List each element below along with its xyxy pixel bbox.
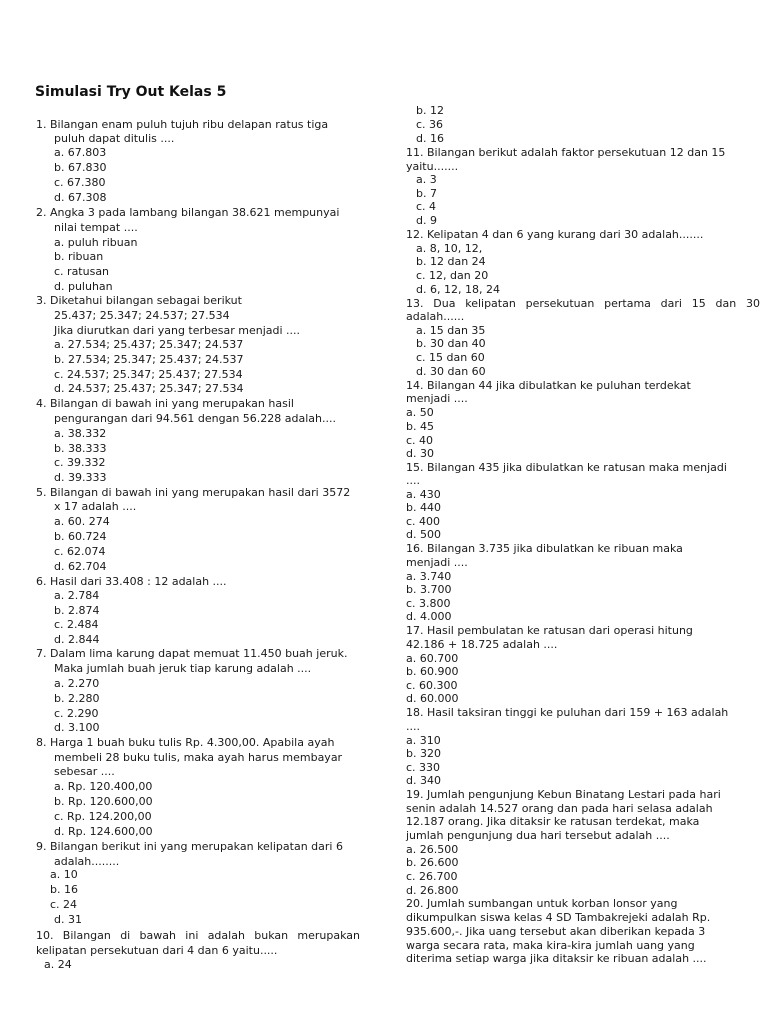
right-line: b. 7 [416, 187, 437, 200]
right-line: c. 12, dan 20 [416, 269, 489, 282]
left-line: nilai tempat .... [54, 221, 138, 234]
right-line: yaitu....... [406, 160, 459, 173]
right-line: b. 60.900 [406, 665, 459, 678]
right-line: c. 36 [416, 118, 444, 131]
left-line: d. puluhan [54, 280, 113, 293]
right-line: 15. Bilangan 435 jika dibulatkan ke ratusan maka menjadi [406, 461, 727, 474]
right-line: d. 9 [416, 214, 437, 227]
right-line: b. 3.700 [406, 583, 452, 596]
right-line: c. 15 dan 60 [416, 351, 485, 364]
left-line: d. 3.100 [54, 721, 100, 734]
right-line: warga secara rata, maka kira-kira jumlah uang yang [406, 939, 695, 952]
right-line: d. 16 [416, 132, 444, 145]
left-line: d. 2.844 [54, 633, 100, 646]
right-line: d. 500 [406, 528, 441, 541]
left-line: 10. Bilangan di bawah ini adalah bukan merupakan [36, 929, 360, 942]
left-line: c. 24.537; 25.347; 25.437; 27.534 [54, 368, 243, 381]
right-line: menjadi .... [406, 392, 468, 405]
right-line: 13. Dua kelipatan persekutuan pertama dari 15 dan 30 [406, 297, 760, 310]
right-line: 11. Bilangan berikut adalah faktor persekutuan 12 dan 15 [406, 146, 726, 159]
right-line: b. 12 dan 24 [416, 255, 486, 268]
right-line: d. 30 [406, 447, 434, 460]
left-line: 2. Angka 3 pada lambang bilangan 38.621 mempunyai [36, 206, 340, 219]
left-line: b. 2.280 [54, 692, 100, 705]
right-line: a. 8, 10, 12, [416, 242, 483, 255]
left-line: d. Rp. 124.600,00 [54, 825, 153, 838]
left-line: 7. Dalam lima karung dapat memuat 11.450 buah jeruk. [36, 647, 348, 660]
right-line: a. 60.700 [406, 652, 459, 665]
right-line: d. 60.000 [406, 692, 459, 705]
left-line: 3. Diketahui bilangan sebagai berikut [36, 294, 242, 307]
right-line: c. 3.800 [406, 597, 451, 610]
left-line: kelipatan persekutuan dari 4 dan 6 yaitu..... [36, 944, 278, 957]
right-line: d. 4.000 [406, 610, 452, 623]
right-line: b. 45 [406, 420, 434, 433]
right-line: menjadi .... [406, 556, 468, 569]
right-line: b. 12 [416, 104, 444, 117]
left-line: sebesar .... [54, 765, 115, 778]
right-line: a. 3.740 [406, 570, 452, 583]
right-line: c. 40 [406, 434, 434, 447]
left-line: a. 27.534; 25.437; 25.347; 24.537 [54, 338, 244, 351]
left-line: b. 27.534; 25.347; 25.437; 24.537 [54, 353, 244, 366]
left-line: 9. Bilangan berikut ini yang merupakan kelipatan dari 6 [36, 840, 343, 853]
left-line: c. 39.332 [54, 456, 106, 469]
right-line: .... [406, 474, 420, 487]
right-line: 18. Hasil taksiran tinggi ke puluhan dari 159 + 163 adalah [406, 706, 729, 719]
left-line: b. 60.724 [54, 530, 107, 543]
left-line: d. 39.333 [54, 471, 107, 484]
left-line: adalah........ [54, 855, 120, 868]
right-line: 14. Bilangan 44 jika dibulatkan ke puluhan terdekat [406, 379, 691, 392]
left-line: b. 2.874 [54, 604, 100, 617]
left-line: b. 38.333 [54, 442, 107, 455]
left-line: c. Rp. 124.200,00 [54, 810, 152, 823]
left-line: c. 62.074 [54, 545, 106, 558]
left-line: b. 67.830 [54, 161, 107, 174]
right-line: b. 320 [406, 747, 441, 760]
right-line: .... [406, 720, 420, 733]
right-line: a. 50 [406, 406, 434, 419]
left-line: 5. Bilangan di bawah ini yang merupakan hasil dari 3572 [36, 486, 351, 499]
left-line: 25.437; 25.347; 24.537; 27.534 [54, 309, 230, 322]
right-line: c. 400 [406, 515, 441, 528]
right-line: d. 6, 12, 18, 24 [416, 283, 500, 296]
left-line: a. 24 [44, 958, 72, 971]
right-line: d. 30 dan 60 [416, 365, 486, 378]
right-line: 12.187 orang. Jika ditaksir ke ratusan terdekat, maka [406, 815, 700, 828]
left-line: pengurangan dari 94.561 dengan 56.228 adalah.... [54, 412, 337, 425]
left-line: b. Rp. 120.600,00 [54, 795, 153, 808]
right-line: adalah...... [406, 310, 465, 323]
left-line: d. 62.704 [54, 560, 107, 573]
left-line: a. Rp. 120.400,00 [54, 780, 153, 793]
right-line: senin adalah 14.527 orang dan pada hari selasa adalah [406, 802, 713, 815]
left-line: Jika diurutkan dari yang terbesar menjadi .... [54, 324, 301, 337]
right-line: 17. Hasil pembulatan ke ratusan dari operasi hitung [406, 624, 693, 637]
right-line: d. 340 [406, 774, 441, 787]
left-line: a. 38.332 [54, 427, 107, 440]
left-line: d. 67.308 [54, 191, 107, 204]
right-line: 20. Jumlah sumbangan untuk korban lonsor yang [406, 897, 678, 910]
left-line: x 17 adalah .... [54, 500, 137, 513]
right-line: 19. Jumlah pengunjung Kebun Binatang Lestari pada hari [406, 788, 721, 801]
right-line: 935.600,-. Jika uang tersebut akan diberikan kepada 3 [406, 925, 706, 938]
left-line: c. 2.290 [54, 707, 99, 720]
right-line: b. 26.600 [406, 856, 459, 869]
right-line: 16. Bilangan 3.735 jika dibulatkan ke ribuan maka [406, 542, 683, 555]
left-line: 4. Bilangan di bawah ini yang merupakan hasil [36, 397, 294, 410]
right-line: a. 430 [406, 488, 441, 501]
left-line: puluh dapat ditulis .... [54, 132, 175, 145]
right-line: dikumpulkan siswa kelas 4 SD Tambakrejeki adalah Rp. [406, 911, 711, 924]
right-line: c. 26.700 [406, 870, 458, 883]
right-line: c. 4 [416, 200, 437, 213]
right-line: a. 26.500 [406, 843, 459, 856]
left-line: d. 31 [54, 913, 82, 926]
document-title: Simulasi Try Out Kelas 5 [35, 84, 227, 100]
right-line: a. 310 [406, 734, 441, 747]
right-line: jumlah pengunjung dua hari tersebut adalah .... [406, 829, 670, 842]
left-line: a. puluh ribuan [54, 236, 138, 249]
left-line: c. 24 [50, 898, 78, 911]
left-line: b. 16 [50, 883, 78, 896]
left-line: a. 2.784 [54, 589, 100, 602]
left-line: a. 10 [50, 868, 78, 881]
right-line: b. 30 dan 40 [416, 337, 486, 350]
right-line: 42.186 + 18.725 adalah .... [406, 638, 558, 651]
left-line: 6. Hasil dari 33.408 : 12 adalah .... [36, 575, 227, 588]
right-line: a. 3 [416, 173, 437, 186]
right-line: diterima setiap warga jika ditaksir ke ribuan adalah .... [406, 952, 707, 965]
left-line: d. 24.537; 25.437; 25.347; 27.534 [54, 382, 244, 395]
right-line: c. 60.300 [406, 679, 458, 692]
left-line: c. ratusan [54, 265, 110, 278]
left-line: 8. Harga 1 buah buku tulis Rp. 4.300,00. Apabila ayah [36, 736, 335, 749]
left-line: membeli 28 buku tulis, maka ayah harus membayar [54, 751, 343, 764]
right-line: d. 26.800 [406, 884, 459, 897]
left-line: a. 67.803 [54, 146, 107, 159]
left-line: Maka jumlah buah jeruk tiap karung adalah .... [54, 662, 312, 675]
left-line: c. 2.484 [54, 618, 99, 631]
right-line: 12. Kelipatan 4 dan 6 yang kurang dari 30 adalah....... [406, 228, 704, 241]
left-line: a. 60. 274 [54, 515, 110, 528]
right-line: b. 440 [406, 501, 441, 514]
left-line: a. 2.270 [54, 677, 100, 690]
right-line: c. 330 [406, 761, 441, 774]
right-line: a. 15 dan 35 [416, 324, 486, 337]
left-line: c. 67.380 [54, 176, 106, 189]
left-line: 1. Bilangan enam puluh tujuh ribu delapan ratus tiga [36, 118, 329, 131]
left-line: b. ribuan [54, 250, 104, 263]
